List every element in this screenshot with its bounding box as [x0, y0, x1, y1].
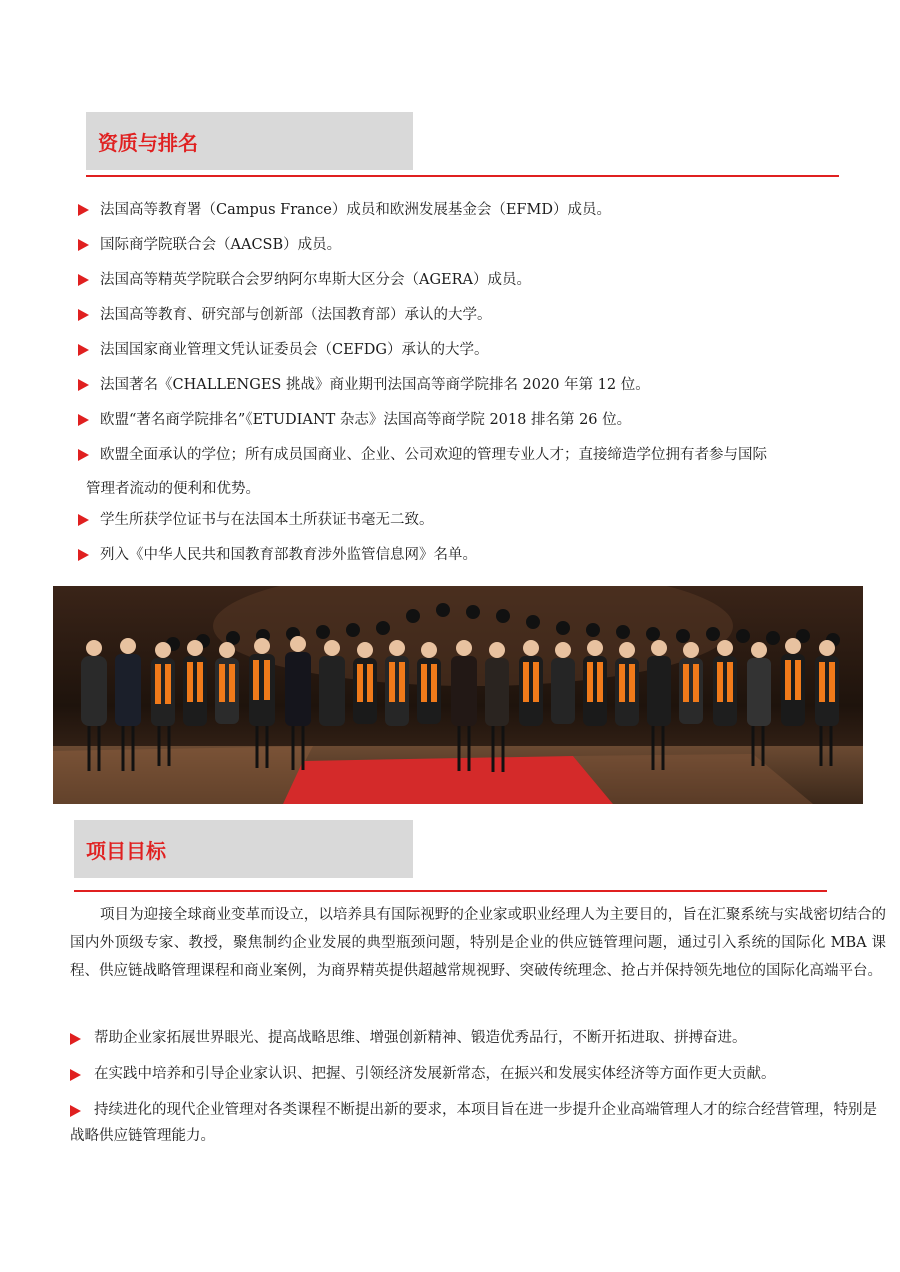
red-triangle-bullet-icon: [78, 239, 89, 251]
list-item: 法国高等精英学院联合会罗纳阿尔卑斯大区分会（AGERA）成员。: [78, 270, 878, 290]
list-item: 持续进化的现代企业管理对各类课程不断提出新的要求，本项目旨在进一步提升企业高端管理人才的综合经营管理，特别是战略供应链管理能力。: [70, 1102, 877, 1144]
list-item: 在实践中培养和引导企业家认识、把握、引领经济发展新常态，在振兴和发展实体经济等方面作更大贡献。: [70, 1061, 886, 1087]
list-item: 列入《中华人民共和国教育部教育涉外监管信息网》名单。: [78, 545, 878, 565]
graduation-group-photo: [53, 586, 863, 804]
red-triangle-bullet-icon: [78, 549, 89, 561]
red-triangle-bullet-icon: [70, 1033, 81, 1045]
list-item: 法国高等教育、研究部与创新部（法国教育部）承认的大学。: [78, 305, 878, 325]
red-triangle-bullet-icon: [78, 414, 89, 426]
red-triangle-bullet-icon: [70, 1105, 81, 1117]
graduation-photo-illustration: [53, 586, 863, 804]
qualifications-list: [78, 200, 878, 580]
section-title: 项目目标: [86, 838, 166, 863]
red-triangle-bullet-icon: [78, 344, 89, 356]
objectives-intro-paragraph: 项目为迎接全球商业变革而设立，以培养具有国际视野的企业家或职业经理人为主要目的，旨在汇聚系统与实战密切结合的国内外顶级专家、教授，聚焦制约企业发展的典型瓶颈问题，特别是企业的供应链管理问题，通过引入系统的国际化 MBA 课程、供应链战略管理课程和商业案例，为商界精英提供超越常规视野、突破传统理念、抢占并保持领先地位的国际化高端平台。: [70, 907, 886, 979]
list-item: 欧盟“著名商学院排名”《ETUDIANT 杂志》法国高等商学院 2018 排名第 26 位。: [78, 410, 878, 430]
objectives-list: [70, 1025, 886, 1159]
red-triangle-bullet-icon: [78, 514, 89, 526]
section-divider: [86, 175, 839, 177]
list-item: 国际商学院联合会（AACSB）成员。: [78, 235, 878, 255]
red-triangle-bullet-icon: [78, 204, 89, 216]
list-item: 欧盟全面承认的学位；所有成员国商业、企业、公司欢迎的管理专业人才；直接缔造学位拥有者参与国际 管理者流动的便利和优势。: [78, 445, 878, 499]
section-divider: [74, 890, 827, 892]
red-triangle-bullet-icon: [78, 274, 89, 286]
section-title: 资质与排名: [98, 130, 198, 155]
red-triangle-bullet-icon: [78, 379, 89, 391]
red-triangle-bullet-icon: [78, 449, 89, 461]
red-triangle-bullet-icon: [78, 309, 89, 321]
list-item: 法国高等教育署（Campus France）成员和欧洲发展基金会（EFMD）成员。: [78, 200, 878, 220]
list-item: 帮助企业家拓展世界眼光、提高战略思维、增强创新精神、锻造优秀品行，不断开拓进取、拼搏奋进。: [70, 1025, 886, 1051]
list-item: 法国国家商业管理文凭认证委员会（CEFDG）承认的大学。: [78, 340, 878, 360]
red-triangle-bullet-icon: [70, 1069, 81, 1081]
list-item: 法国著名《CHALLENGES 挑战》商业期刊法国高等商学院排名 2020 年第 12 位。: [78, 375, 878, 395]
section-heading-qualifications: [86, 112, 413, 170]
list-item: 学生所获学位证书与在法国本土所获证书毫无二致。: [78, 510, 878, 530]
section-heading-objectives: [74, 820, 413, 878]
